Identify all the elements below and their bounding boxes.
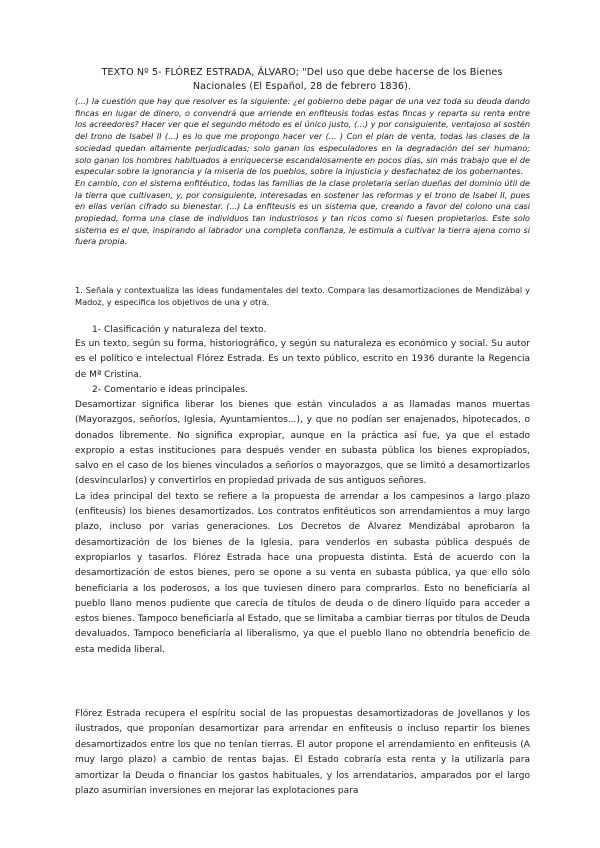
quote-paragraph-1: (...) la cuestión que hay que resolver es la siguiente: ¿el gobierno debe pagar de una vez toda su deuda dando fincas en lugar de dinero, o convendrá que arriende en enfiteusis todas estas fincas y reparta su renta entre los acreedores? Hacer ver que el segundo método es el único justo, (...) y por consiguiente, ventajoso al sostén del trono de Isabel II (...) es lo que me propongo hacer ver (... ) Con el plan de venta, todas las clases de la sociedad quedan altamente perjudicadas; solo ganan los especuladores en la degradación del ser humano; solo ganan los hombres habituados a enriquecerse escandalosamente en pocos días, sin más trabajo que el de especular sobre la ignorancia y la miseria de los pueblos, sobre la injusticia y desfachatez de los gobernantes.	[75, 96, 530, 177]
quote-paragraph-2: En cambio, con el sistema enfitéutico, todas las familias de la clase proletaria serían dueñas del dominio útil de la tierra que cultivasen, y, por consiguiente, interesadas en sostener las reformas y el trono de Isabel II, pues en ellas verían cifrado su bienestar. (...) La enfiteusis es un sistema que, creando a favor del colono una casi propiedad, forma una clase de individuos tan industriosos y tan ricos como si fuesen propietarios. Este solo sistema es el que, inspirando al labrador una completa confianza, le estimula a cultivar la tierra ajena como si fuera propia.	[75, 177, 530, 247]
paragraph-commentary	[75, 398, 530, 658]
exercise-question: 1. Señala y contextualiza las ideas fundamentales del texto. Compara las desamortizaciones de Mendizábal y Madoz, y especifica los objetivos de una y otra.	[75, 285, 530, 307]
paragraph-main-idea: La idea principal del texto se refiere a la propuesta de arrendar a los campesinos a largo plazo (enfiteusis) los bienes desamortizados. Los contratos enfitéuticos son arrendamientos a muy largo plazo, incluso por varias generaciones. Los Decretos de Álvarez Mendizábal aprobaron la desamortización de los bienes de la Iglesia, para venderlos en subasta pública después de expropiarlos y tasarlos. Flórez Estrada hace una propuesta distinta. Está de acuerdo con la desamortización de estos bienes, pero se opone a su venta en subasta pública, ya que ello sólo beneficiaría a los poderosos, a los que tuviesen dinero para comprarlos. Esto no beneficiaría al pueblo llano menos pudiente que carecía de títulos de deuda o de dinero líquido para acceder a estos bienes. Tampoco beneficiaría al Estado, que se limitaba a cambiar tierras por títulos de Deuda devaluados. Tampoco beneficiaría al liberalismo, ya que el pueblo llano no obtendría beneficio de esta medida liberal.	[75, 491, 530, 655]
source-quote	[75, 96, 530, 248]
paragraph-classification	[75, 337, 530, 383]
section-heading-classification: 1- Clasificación y naturaleza del texto.	[92, 325, 267, 335]
section-heading-commentary: 2- Comentario e ideas principales.	[92, 385, 248, 395]
paragraph-definition: Desamortizar significa liberar los bienes que están vinculados a as llamadas manos muertas (Mayorazgos, señoríos, Iglesia, Ayuntamientos...), y que no podían ser enajenados, hipotecados, o donados libremente. No significa expropiar, aunque en la práctica así fue, ya que el estado expropio a estas instituciones para después vender en subasta pública los bienes expropiados, salvo en el caso de los bienes vinculados a señoríos o mayorazgos, que se limitó a desamortizarlos (desvincularlos) y convertirlos en propiedad privada de sus antiguos señores.	[75, 400, 530, 487]
paragraph-florez-estrada	[75, 707, 530, 799]
paragraph-text: Es un texto, según su forma, historiográfico, y según su naturaleza es económico y social. Su autor es el político e intelectual Flórez Estrada. Es un texto público, escrito en 1936 durante la Regencia de Mª Cristina.	[75, 339, 530, 380]
paragraph-text: Flórez Estrada recupera el espíritu social de las propuestas desamortizadoras de Jovellanos y los ilustrados, que proponían desamortizar para arrendar en enfiteusis o incluso repartir los bienes desamortizados entre los que no tenían tierras. El autor propone el arrendamiento en enfiteusis (A muy largo plazo) a cambio de rentas bajas. El Estado cobraría esta renta y la utilizaría para amortizar la Deuda o financiar los gastos habituales, y los arrendatarios, amparados por el largo plazo asumirían inversiones en mejorar las explotaciones para	[75, 709, 530, 797]
document-title: TEXTO Nº 5- FLÓREZ ESTRADA, ÁLVARO; "Del uso que debe hacerse de los Bienes Nacionales (El Español, 28 de febrero 1836).	[101, 67, 503, 92]
